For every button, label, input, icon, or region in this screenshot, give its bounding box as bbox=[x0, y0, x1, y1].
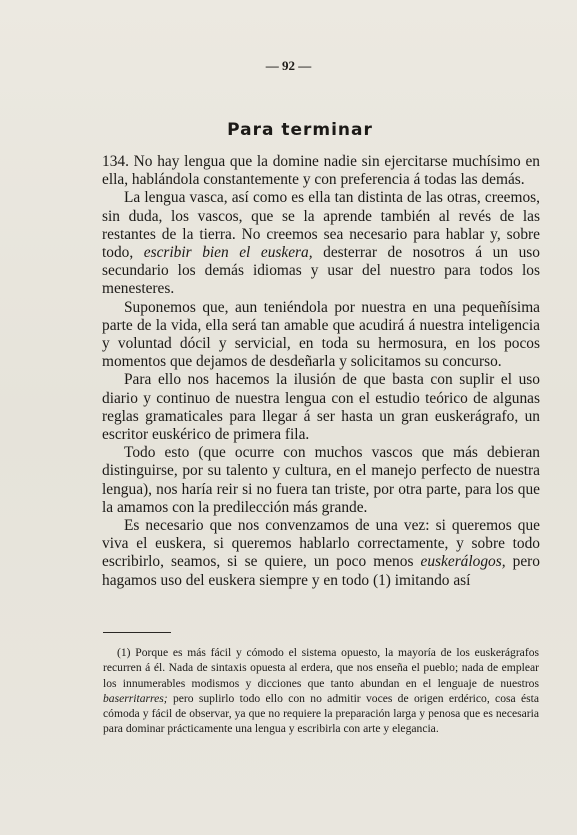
footnote-text: (1) Porque es más fácil y cómodo el sistema opuesto, la mayoría de los euskerágrafos recurren á él. Nada de sintaxis opuesta al erdera, que nos enseña el pueblo; nada de emplear los innumerables modismos y dicciones que tanto abundan en el lenguaje de nuestros bbox=[103, 646, 539, 690]
section-title: Para terminar bbox=[227, 120, 373, 140]
paragraph-text: desterrar de nosotros á un uso secundario los demás idiomas y usar del nuestro para todos los menesteres. bbox=[102, 244, 540, 298]
paragraph bbox=[102, 444, 540, 517]
page-number: — 92 — bbox=[265, 58, 312, 73]
paragraph bbox=[102, 371, 540, 444]
paragraph bbox=[102, 189, 540, 298]
paragraph-text: Suponemos que, aun teniéndola por nuestra en una pequeñísima parte de la vida, ella será tan amable que acudirá á nuestra inteligencia y voluntad dócil y servicial, en toda su hermosura, en los pocos momentos que dejamos de desdeñarla y solicitamos su concurso. bbox=[102, 298, 540, 371]
body-text bbox=[102, 153, 540, 590]
footnote-text: pero suplirlo todo ello con no admitir voces de origen erdérico, cosa ésta cómoda y fácil de observar, ya que no requiere la preparación larga y penosa que es necesaria para dominar prácticamente una lengua y escribirla con arte y elegancia. bbox=[103, 691, 539, 736]
paragraph-text: Todo esto (que ocurre con muchos vascos que más debieran distinguirse, por su talento y cultura, en el manejo perfecto de nuestra lengua), nos haría reir si no fuera tan triste, por otra parte, para los que la amamos con la predilección más grande. bbox=[102, 444, 540, 516]
paragraph bbox=[102, 299, 540, 372]
paragraph-text: Para ello nos hacemos la ilusión de que basta con suplir el uso diario y continuo de nuestra lengua con el estudio teórico de algunas reglas gramaticales para llegar á ser hasta un gran euskerágrafo, un escritor euskérico de primera fila. bbox=[102, 371, 540, 444]
paragraph-text: 134. No hay lengua que la domine nadie sin ejercitarse muchísimo en ella, hablándola constantemente y con preferencia á todas las demás. bbox=[102, 153, 540, 189]
paragraph-text: pero hagamos uso del euskera siempre y en todo (1) imitando así bbox=[102, 553, 540, 589]
paragraph-134 bbox=[102, 153, 540, 189]
emphasis-text: escribir bien el euskera, bbox=[143, 244, 313, 262]
emphasis-text: euskerálogos, bbox=[420, 553, 506, 571]
footnote-divider bbox=[103, 632, 171, 633]
paragraph-text: Es necesario que nos convenzamos de una vez: si queremos que viva el euskera, si queremos hablarlo correctamente, y sobre todo escribirlo, seamos, si se quiere, un poco menos bbox=[102, 517, 540, 571]
paragraph bbox=[102, 517, 540, 590]
footnote-emphasis: baserritarres; bbox=[103, 691, 168, 705]
footnote bbox=[103, 645, 539, 737]
paragraph-text: La lengua vasca, así como es ella tan distinta de las otras, creemos, sin duda, los vascos, que se la aprende también al revés de las restantes de la tierra. No creemos sea necesario para hablar y, sobre todo, bbox=[102, 189, 540, 262]
